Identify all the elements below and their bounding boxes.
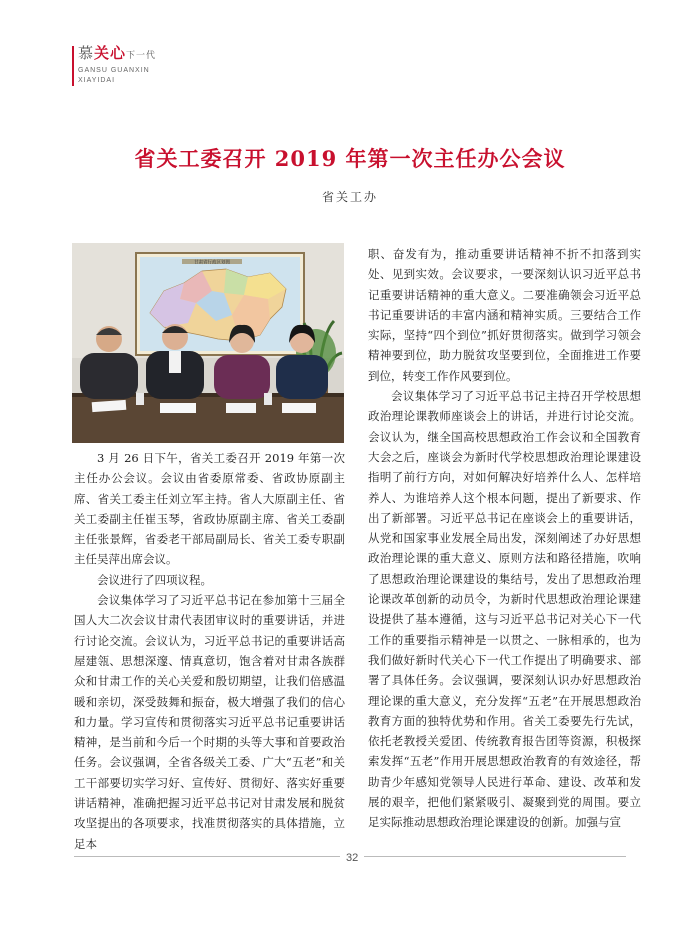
logo-wordmark [78,44,188,65]
wall-map [136,253,304,355]
right-column [368,244,641,833]
meeting-photo [72,243,344,443]
magazine-logo [78,44,188,94]
logo-char-xiayidai: 下一代 [126,51,157,61]
page-number: 32 [346,852,359,864]
article-title: 省关工委召开 2019 年第一次主任办公会议 [134,146,566,171]
logo-english-line-2: XIAYIDAI [78,77,116,84]
paragraph-continuation: 职、奋发有为，推动重要讲话精神不折不扣落到实处、见到实效。会议要求，一要深刻认识习近平总书记重要讲话精神的重大意义。二要准确领会习近平总书记重要讲话的丰富内涵和精神实质。三要结合工作实际，坚持“四个到位”抓好贯彻落实。做到学习领会精神要到位，助力脱贫攻坚要到位，全面推进工作要到位，转变工作作风要到位。 [368,247,641,383]
logo-accent-bar [72,46,74,86]
logo-char-guanxin: 关心 [94,44,127,62]
logo-english-line-1: GANSU GUANXIN [78,67,150,74]
map-banner: 甘肃省行政区划图 [194,260,230,266]
article-author: 省关工办 [321,190,378,204]
paragraph-study-2: 会议集体学习了习近平总书记主持召开学校思想政治理论课教师座谈会上的讲话，并进行讨论交流。会议认为，继全国高校思想政治工作会议和全国教育大会之后，座谈会为新时代学校思想政治理论课建设指明了前行方向，对如何解决好培养什么人、怎样培养人、为谁培养人这个根本问题，提出了新要求、作出了新部署。习近平总书记在座谈会上的重要讲话，从党和国家事业发展全局出发，深刻阐述了办好思想政治理论课的重大意义、原则方法和路径措施，吹响了思想政治理论课建设的集结号，发出了思想政治理论课改革创新的动员令，为新时代思想政治理论课建设提供了基本遵循，这与习近平总书记对关心下一代工作的重要指示精神是一以贯之、一脉相承的，也为我们做好新时代关心下一代工作提出了明确要求、部署了具体任务。会议强调，要深刻认识办好思想政治理论课的重大意义，充分发挥“五老”在开展思想政治教育方面的独特优势和作用。省关工委要先行先试，依托老教授关爱团、传统教育报告团等资源，积极探索发挥“五老”作用开展思想政治教育的有效途径，帮助青少年感知党领导人民进行革命、建设、改革和发展的艰辛，把他们紧紧吸引、凝聚到党的周围。要立足实际推动思想政治理论课建设的创新。加强与宣 [368,389,641,830]
logo-char-mu: 慕 [78,44,95,62]
footer-rule-left [74,856,340,857]
paragraph-study-1: 会议集体学习了习近平总书记在参加第十三届全国人大二次会议甘肃代表团审议时的重要讲话，并进行讨论交流。会议认为，习近平总书记的重要讲话高屋建瓴、思想深邃、情真意切，饱含着对甘肃各族群众和甘肃工作的关心关爱和殷切期望，让我们倍感温暖和亲切，深受鼓舞和振奋，极大增强了我们的信心和力量。学习宣传和贯彻落实习近平总书记重要讲话精神，是当前和今后一个时期的头等大事和首要政治任务。会议强调，全省各级关工委、广大“五老”和关工干部要切实学习好、宣传好、贯彻好、落实好重要讲话精神，准确把握习近平总书记对甘肃发展和脱贫攻坚提出的各项要求，找准贯彻落实的具体措施，立足本 [74,593,345,851]
footer-rule-right [364,856,626,857]
paragraph-agenda: 会议进行了四项议程。 [97,572,212,587]
left-column [74,448,345,854]
meeting-table [72,393,344,443]
paragraph-intro: 3 月 26 日下午，省关工委召开 2019 年第一次主任办公会议。会议由省委原常委、省政协原副主席、省关工委主任刘立军主持。省人大原副主任、省关工委副主任崔玉琴，省政协原副主席、省关工委副主任张景辉，省委老干部局副局长、省关工委专职副主任吴萍出席会议。 [74,451,345,567]
